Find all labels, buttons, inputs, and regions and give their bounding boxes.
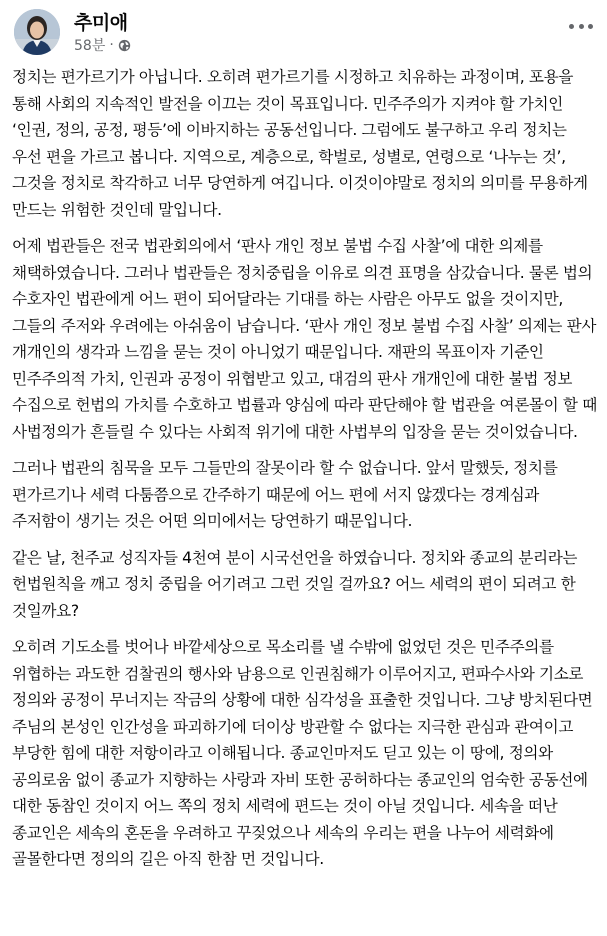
post-paragraph: 어제 법관들은 전국 법관회의에서 ‘판사 개인 정보 불법 수집 사찰’에 대한 의제를 채택하였습니다. 그러나 법관들은 정치중립을 이유로 의견 표명을 삼갔습니다. 물론 법의 수호자인 법관에게 어느 편이 되어달라는 기대를 하는 사람은 아무도 없을 것이지만, 그들의 주저와 우려에는 아쉬움이 남습니다. ‘판사 개인 정보 불법 수집 사찰’ 의제는 판사 개개인의 생각과 느낌을 묻는 것이 아니었기 때문입니다. 재판의 목표이자 기준인 민주주의적 가치, 인권과 공정이 위협받고 있고, 대검의 판사 개개인에 대한 불법 정보 수집으로 헌법의 가치를 수호하고 법률과 양심에 따라 판단해야 할 법관을 여론몰이 할 때 사법정의가 흔들릴 수 있다는 사회적 위기에 대한 사법부의 입장을 묻는 것이었습니다. <box>12 237 597 441</box>
post-meta <box>74 36 131 54</box>
post-paragraph: 그러나 법관의 침묵을 모두 그들만의 잘못이라 할 수 없습니다. 앞서 말했듯, 정치를 편가르기나 세력 다툼쯤으로 간주하기 때문에 어느 편에 서지 않겠다는 경계심과 주저함이 생기는 것은 어떤 의미에서는 당연하기 때문입니다. <box>12 459 558 530</box>
post-body <box>12 64 600 883</box>
post-paragraph: 오히려 기도소를 벗어나 바깥세상으로 목소리를 낼 수밖에 없었던 것은 민주주의를 위협하는 과도한 검찰권의 행사와 남용으로 인권침해가 이루어지고, 편파수사와 기소로 정의와 공정이 무너지는 작금의 상황에 대한 심각성을 표출한 것입니다. 그냥 방치된다면 주님의 본성인 인간성을 파괴하기에 더이상 방관할 수 없다는 지극한 관심과 관여이고 부당한 힘에 대한 저항이라고 이해됩니다. 종교인마저도 딛고 있는 이 땅에, 정의와 공의로움 없이 종교가 지향하는 사랑과 자비 또한 공허하다는 종교인의 엄숙한 공동선에 대한 동참인 것이지 어느 쪽의 정치 세력에 편드는 것이 아닐 것입니다. 세속을 떠난 종교인은 세속의 혼돈을 우려하고 꾸짖었으나 세속의 우리는 편을 나누어 세력화에 골몰한다면 정의의 길은 아직 한참 먼 것입니다. <box>12 638 593 868</box>
post-paragraph: 같은 날, 천주교 성직자들 4천여 분이 시국선언을 하였습니다. 정치와 종교의 분리라는 헌법원칙을 깨고 정치 중립을 어기려고 그런 것일 걸까요? 어느 세력의 편이 되려고 한 것일까요? <box>12 548 578 620</box>
post-time[interactable]: 58분 <box>74 38 106 54</box>
author-name[interactable]: 추미애 <box>74 12 128 34</box>
post-header <box>0 0 607 62</box>
meta-separator: · <box>109 37 114 53</box>
post-paragraph: 정치는 편가르기가 아닙니다. 오히려 편가르기를 시정하고 치유하는 과정이며, 포용을 통해 사회의 지속적인 발전을 이끄는 것이 목표입니다. 민주주의가 지켜야 할 가치인 ‘인권, 정의, 공정, 평등’에 이바지하는 공동선입니다. 그럼에도 불구하고 우리 정치는 우선 편을 가르고 봅니다. 지역으로, 계층으로, 학벌로, 성별로, 연령으로 ‘나누는 것’, 그것을 정치로 착각하고 너무 당연하게 여깁니다. 이것이야말로 정치의 의미를 무용하게 만드는 위험한 것인데 말입니다. <box>12 68 588 219</box>
more-options-icon[interactable] <box>569 16 593 36</box>
avatar[interactable] <box>14 9 60 55</box>
globe-icon[interactable] <box>118 39 131 52</box>
profile-photo <box>14 9 60 55</box>
